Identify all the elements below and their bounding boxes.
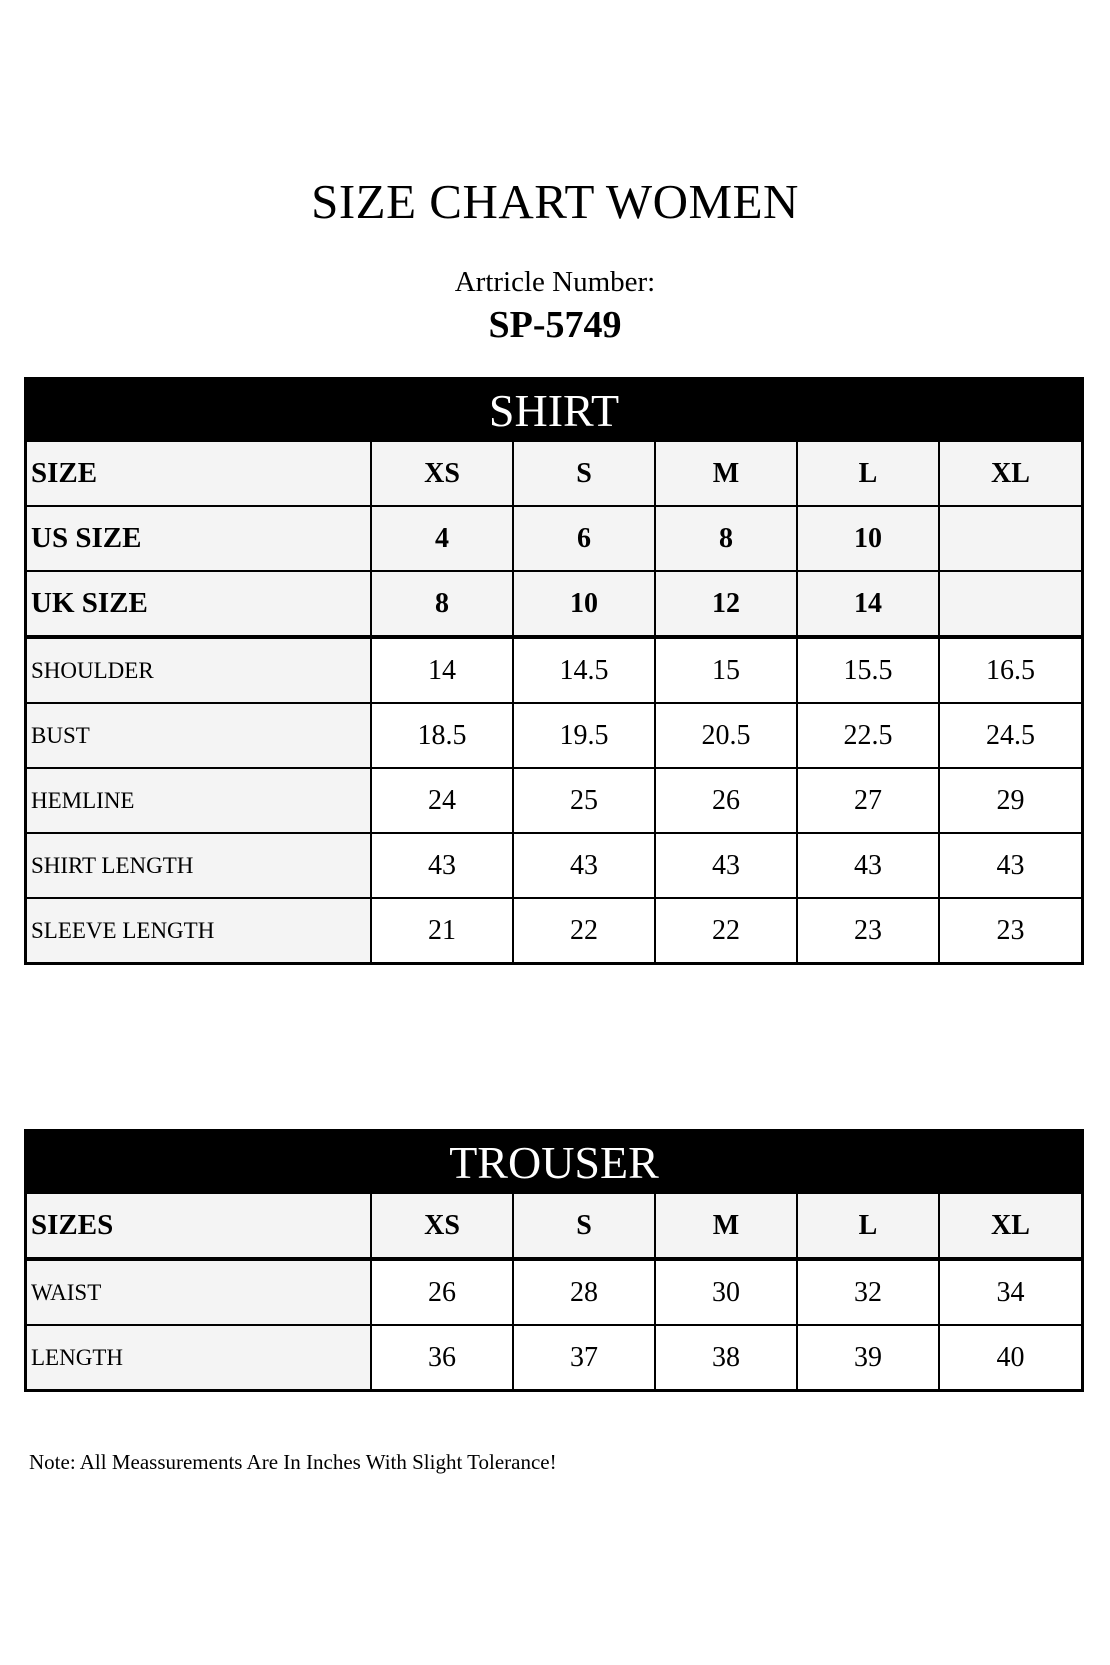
measurement-cell: 40 [939, 1325, 1081, 1389]
size-cell: M [655, 442, 797, 506]
row-label: US SIZE [27, 506, 371, 571]
measurement-cell: 19.5 [513, 703, 655, 768]
shirt-size-row [27, 442, 1081, 506]
row-label: UK SIZE [27, 571, 371, 637]
measurement-cell: 32 [797, 1259, 939, 1325]
trouser-size-row [27, 1194, 1081, 1259]
size-cell: 12 [655, 571, 797, 637]
trouser-chart-header: TROUSER [27, 1132, 1081, 1194]
shirt-us-size-row [27, 506, 1081, 571]
row-label: SHIRT LENGTH [27, 833, 371, 898]
measurement-cell: 43 [939, 833, 1081, 898]
measurement-cell: 43 [797, 833, 939, 898]
measurement-cell: 26 [655, 768, 797, 833]
measurement-note: Note: All Meassurements Are In Inches With Slight Tolerance! [29, 1450, 557, 1474]
measurement-cell: 39 [797, 1325, 939, 1389]
measurement-cell: 14.5 [513, 637, 655, 703]
measurement-cell: 21 [371, 898, 513, 962]
measurement-cell: 20.5 [655, 703, 797, 768]
measurement-cell: 43 [655, 833, 797, 898]
measurement-cell: 16.5 [939, 637, 1081, 703]
row-label: SHOULDER [27, 637, 371, 703]
shirt-length-row [27, 833, 1081, 898]
size-cell: L [797, 442, 939, 506]
measurement-cell: 15.5 [797, 637, 939, 703]
measurement-cell: 22 [513, 898, 655, 962]
size-cell: M [655, 1194, 797, 1259]
measurement-cell: 24 [371, 768, 513, 833]
measurement-cell: 43 [513, 833, 655, 898]
size-cell: XS [371, 1194, 513, 1259]
measurement-cell: 34 [939, 1259, 1081, 1325]
size-cell: XL [939, 442, 1081, 506]
shirt-table [27, 442, 1081, 962]
row-label: BUST [27, 703, 371, 768]
size-cell: S [513, 1194, 655, 1259]
shirt-shoulder-row [27, 637, 1081, 703]
size-cell: 6 [513, 506, 655, 571]
size-cell [939, 506, 1081, 571]
trouser-table [27, 1194, 1081, 1389]
measurement-cell: 26 [371, 1259, 513, 1325]
measurement-cell: 28 [513, 1259, 655, 1325]
size-cell: 10 [797, 506, 939, 571]
measurement-cell: 38 [655, 1325, 797, 1389]
size-cell: 8 [655, 506, 797, 571]
trouser-waist-row [27, 1259, 1081, 1325]
size-cell: 4 [371, 506, 513, 571]
measurement-cell: 27 [797, 768, 939, 833]
size-cell: L [797, 1194, 939, 1259]
measurement-cell: 14 [371, 637, 513, 703]
measurement-cell: 37 [513, 1325, 655, 1389]
article-number: SP-5749 [488, 304, 622, 346]
measurement-cell: 25 [513, 768, 655, 833]
measurement-cell: 29 [939, 768, 1081, 833]
shirt-size-chart [24, 377, 1084, 965]
measurement-cell: 43 [371, 833, 513, 898]
measurement-cell: 36 [371, 1325, 513, 1389]
row-label: SIZES [27, 1194, 371, 1259]
row-label: LENGTH [27, 1325, 371, 1389]
row-label: HEMLINE [27, 768, 371, 833]
trouser-length-row [27, 1325, 1081, 1389]
measurement-cell: 15 [655, 637, 797, 703]
shirt-bust-row [27, 703, 1081, 768]
article-number-label: Artricle Number: [454, 266, 656, 298]
measurement-cell: 24.5 [939, 703, 1081, 768]
size-cell: 8 [371, 571, 513, 637]
shirt-hemline-row [27, 768, 1081, 833]
size-cell [939, 571, 1081, 637]
page-title: SIZE CHART WOMEN [311, 174, 799, 229]
shirt-uk-size-row [27, 571, 1081, 637]
size-cell: S [513, 442, 655, 506]
measurement-cell: 18.5 [371, 703, 513, 768]
size-cell: 10 [513, 571, 655, 637]
measurement-cell: 22 [655, 898, 797, 962]
row-label: SLEEVE LENGTH [27, 898, 371, 962]
row-label: WAIST [27, 1259, 371, 1325]
size-cell: XL [939, 1194, 1081, 1259]
shirt-chart-header: SHIRT [27, 380, 1081, 442]
shirt-sleeve-length-row [27, 898, 1081, 962]
measurement-cell: 22.5 [797, 703, 939, 768]
measurement-cell: 23 [797, 898, 939, 962]
measurement-cell: 23 [939, 898, 1081, 962]
size-cell: XS [371, 442, 513, 506]
trouser-size-chart [24, 1129, 1084, 1392]
measurement-cell: 30 [655, 1259, 797, 1325]
size-cell: 14 [797, 571, 939, 637]
row-label: SIZE [27, 442, 371, 506]
